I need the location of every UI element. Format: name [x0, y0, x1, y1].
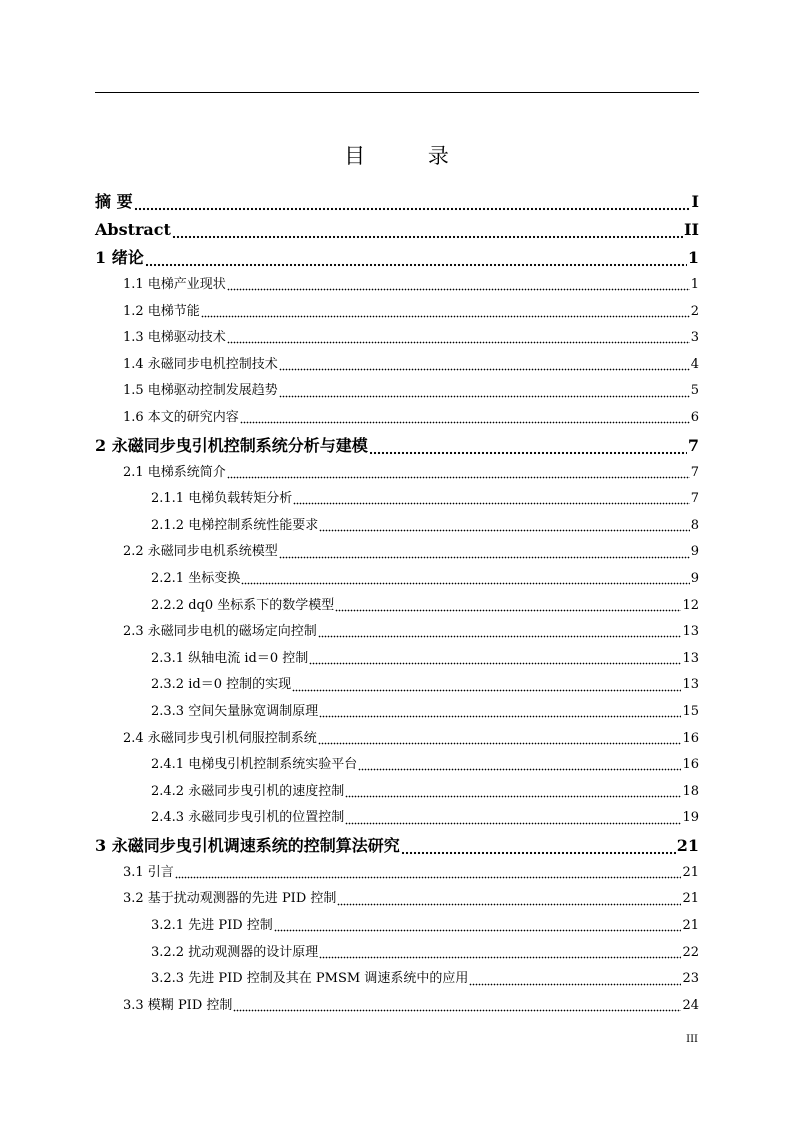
toc-entry-page: 7	[690, 464, 699, 480]
toc-entry-label: 1.4 永磁同步电机控制技术	[123, 356, 278, 372]
toc-entry[interactable]	[95, 860, 699, 887]
toc-leader-dots	[240, 417, 690, 427]
toc-entry-label: 2.4.1 电梯曳引机控制系统实验平台	[151, 757, 358, 773]
toc-entry[interactable]	[95, 216, 699, 244]
toc-leader-dots	[345, 791, 681, 801]
toc-entry-label: 2.2.1 坐标变换	[151, 570, 241, 586]
toc-entry-label: 1 绪论	[95, 248, 144, 267]
toc-entry[interactable]	[95, 832, 699, 860]
toc-entry-page: 7	[687, 435, 699, 455]
toc-entry[interactable]	[95, 699, 699, 726]
toc-entry[interactable]	[95, 299, 699, 326]
toc-leader-dots	[337, 899, 681, 909]
toc-entry-page: 9	[690, 544, 699, 560]
toc-entry-label: 3 永磁同步曳引机调速系统的控制算法研究	[95, 835, 400, 855]
toc-entry-page: 1	[690, 277, 699, 292]
toc-entry-page: I	[691, 192, 699, 211]
toc-entry-page: 21	[676, 835, 699, 855]
toc-entry-label: 2.1 电梯系统简介	[123, 464, 226, 480]
toc-entry[interactable]	[95, 325, 699, 352]
toc-entry-page: 15	[682, 703, 699, 719]
toc-entry-label: 2.4 永磁同步曳引机伺服控制系统	[123, 730, 317, 746]
toc-entry-page: 12	[682, 597, 699, 613]
toc-leader-dots	[318, 738, 682, 748]
toc-entry-label: 2.2 永磁同步电机系统模型	[123, 544, 278, 560]
toc-entry-page: 2	[690, 303, 699, 319]
toc-leader-dots	[227, 472, 690, 482]
toc-entry[interactable]	[95, 378, 699, 405]
toc-entry-label: 2.3.2 id＝0 控制的实现	[151, 677, 292, 693]
toc-entry[interactable]	[95, 539, 699, 566]
toc-entry-label: 3.2.2 扰动观测器的设计原理	[151, 944, 319, 960]
toc-entry-page: 23	[682, 971, 699, 987]
toc-entry-label: 3.2.3 先进 PID 控制及其在 PMSM 调速系统中的应用	[151, 971, 469, 987]
toc-leader-dots	[358, 764, 681, 774]
toc-entry-page: 24	[682, 997, 699, 1013]
toc-entry[interactable]	[95, 966, 699, 993]
toc-entry-label: 摘 要	[95, 192, 133, 211]
toc-entry-label: 3.3 模糊 PID 控制	[123, 997, 233, 1013]
toc-entry-page: 21	[682, 864, 699, 880]
toc-leader-dots	[279, 364, 690, 374]
toc-leader-dots	[145, 257, 687, 269]
toc-entry-page: 13	[682, 677, 699, 693]
toc-leader-dots	[401, 845, 676, 857]
toc-entry-page: 1	[687, 248, 699, 267]
toc-entry-page: II	[684, 220, 699, 239]
toc-leader-dots	[172, 229, 683, 241]
toc-leader-dots	[319, 711, 681, 721]
toc-leader-dots	[227, 284, 690, 294]
toc-leader-dots	[293, 498, 690, 508]
toc-entry-page: 5	[690, 383, 699, 399]
toc-title: 目 录	[344, 144, 477, 168]
toc-leader-dots	[279, 391, 690, 401]
toc-entry-label: 3.2.1 先进 PID 控制	[151, 918, 273, 934]
toc-entry[interactable]	[95, 886, 699, 913]
toc-entry-label: 2.2.2 dq0 坐标系下的数学模型	[151, 597, 335, 613]
toc-leader-dots	[201, 311, 690, 321]
toc-entry[interactable]	[95, 779, 699, 806]
toc-entry-label: 1.6 本文的研究内容	[123, 409, 239, 425]
toc-entry[interactable]	[95, 272, 699, 299]
toc-entry-label: 3.1 引言	[123, 864, 174, 880]
toc-leader-dots	[134, 201, 691, 213]
toc-entry-page: 4	[690, 356, 699, 372]
header-rule	[95, 92, 699, 93]
toc-leader-dots	[292, 685, 681, 695]
page-number: III	[686, 1034, 698, 1045]
toc-entry-label: 2.3 永磁同步电机的磁场定向控制	[123, 624, 317, 640]
toc-entry-label: 2 永磁同步曳引机控制系统分析与建模	[95, 435, 368, 455]
toc-entry[interactable]	[95, 805, 699, 832]
toc-entry[interactable]	[95, 993, 699, 1020]
toc-entry-page: 13	[682, 624, 699, 640]
toc-entry-label: 2.4.3 永磁同步曳引机的位置控制	[151, 810, 345, 826]
toc-entry[interactable]	[95, 940, 699, 967]
toc-leader-dots	[175, 872, 682, 882]
toc-leader-dots	[319, 952, 681, 962]
toc-entry[interactable]	[95, 405, 699, 432]
toc-entry-page: 19	[682, 810, 699, 826]
toc-entry[interactable]	[95, 513, 699, 540]
toc-entry-label: 2.3.3 空间矢量脉宽调制原理	[151, 703, 319, 719]
toc-leader-dots	[241, 578, 690, 588]
toc-entry-label: 1.1 电梯产业现状	[123, 277, 226, 292]
toc-entry[interactable]	[95, 486, 699, 513]
toc-entry[interactable]	[95, 913, 699, 940]
toc-entry-page: 7	[690, 491, 699, 507]
toc-entry[interactable]	[95, 726, 699, 753]
toc-entry-page: 13	[682, 650, 699, 666]
toc-entry-label: 2.1.1 电梯负载转矩分析	[151, 491, 293, 507]
toc-leader-dots	[319, 525, 690, 535]
toc-entry-label: 2.1.2 电梯控制系统性能要求	[151, 517, 319, 533]
toc-entry-label: 1.3 电梯驱动技术	[123, 330, 226, 346]
toc-leader-dots	[318, 631, 682, 641]
toc-leader-dots	[345, 818, 681, 828]
toc-entry-page: 22	[682, 944, 699, 960]
toc-entry[interactable]	[95, 566, 699, 593]
toc-entry[interactable]	[95, 432, 699, 460]
toc-entry-label: 3.2 基于扰动观测器的先进 PID 控制	[123, 891, 337, 907]
toc-entry-page: 16	[682, 730, 699, 746]
toc-entry-page: 8	[690, 517, 699, 533]
toc-leader-dots	[469, 979, 681, 989]
toc-entry[interactable]	[95, 188, 699, 216]
toc-entry-page: 21	[682, 891, 699, 907]
toc-leader-dots	[369, 445, 687, 457]
toc-entry-page: 6	[690, 409, 699, 425]
table-of-contents	[95, 188, 699, 1019]
toc-entry-page: 9	[690, 570, 699, 586]
toc-entry-label: 1.5 电梯驱动控制发展趋势	[123, 383, 278, 399]
toc-entry-label: Abstract	[95, 220, 171, 239]
toc-leader-dots	[233, 1005, 681, 1015]
toc-entry[interactable]	[95, 352, 699, 379]
toc-leader-dots	[227, 337, 690, 347]
toc-entry-label: 2.3.1 纵轴电流 id＝0 控制	[151, 650, 309, 666]
toc-entry[interactable]	[95, 646, 699, 673]
toc-leader-dots	[309, 658, 681, 668]
toc-entry-page: 16	[682, 757, 699, 773]
toc-leader-dots	[274, 925, 682, 935]
toc-leader-dots	[335, 605, 681, 615]
toc-entry-page: 3	[690, 330, 699, 346]
toc-leader-dots	[279, 552, 690, 562]
toc-entry[interactable]	[95, 244, 699, 272]
toc-entry-label: 2.4.2 永磁同步曳引机的速度控制	[151, 783, 345, 799]
toc-entry-page: 21	[682, 918, 699, 934]
toc-entry[interactable]	[95, 752, 699, 779]
toc-entry[interactable]	[95, 672, 699, 699]
toc-entry-label: 1.2 电梯节能	[123, 303, 200, 319]
toc-entry[interactable]	[95, 460, 699, 487]
toc-entry-page: 18	[682, 783, 699, 799]
toc-entry[interactable]	[95, 593, 699, 620]
toc-entry[interactable]	[95, 619, 699, 646]
